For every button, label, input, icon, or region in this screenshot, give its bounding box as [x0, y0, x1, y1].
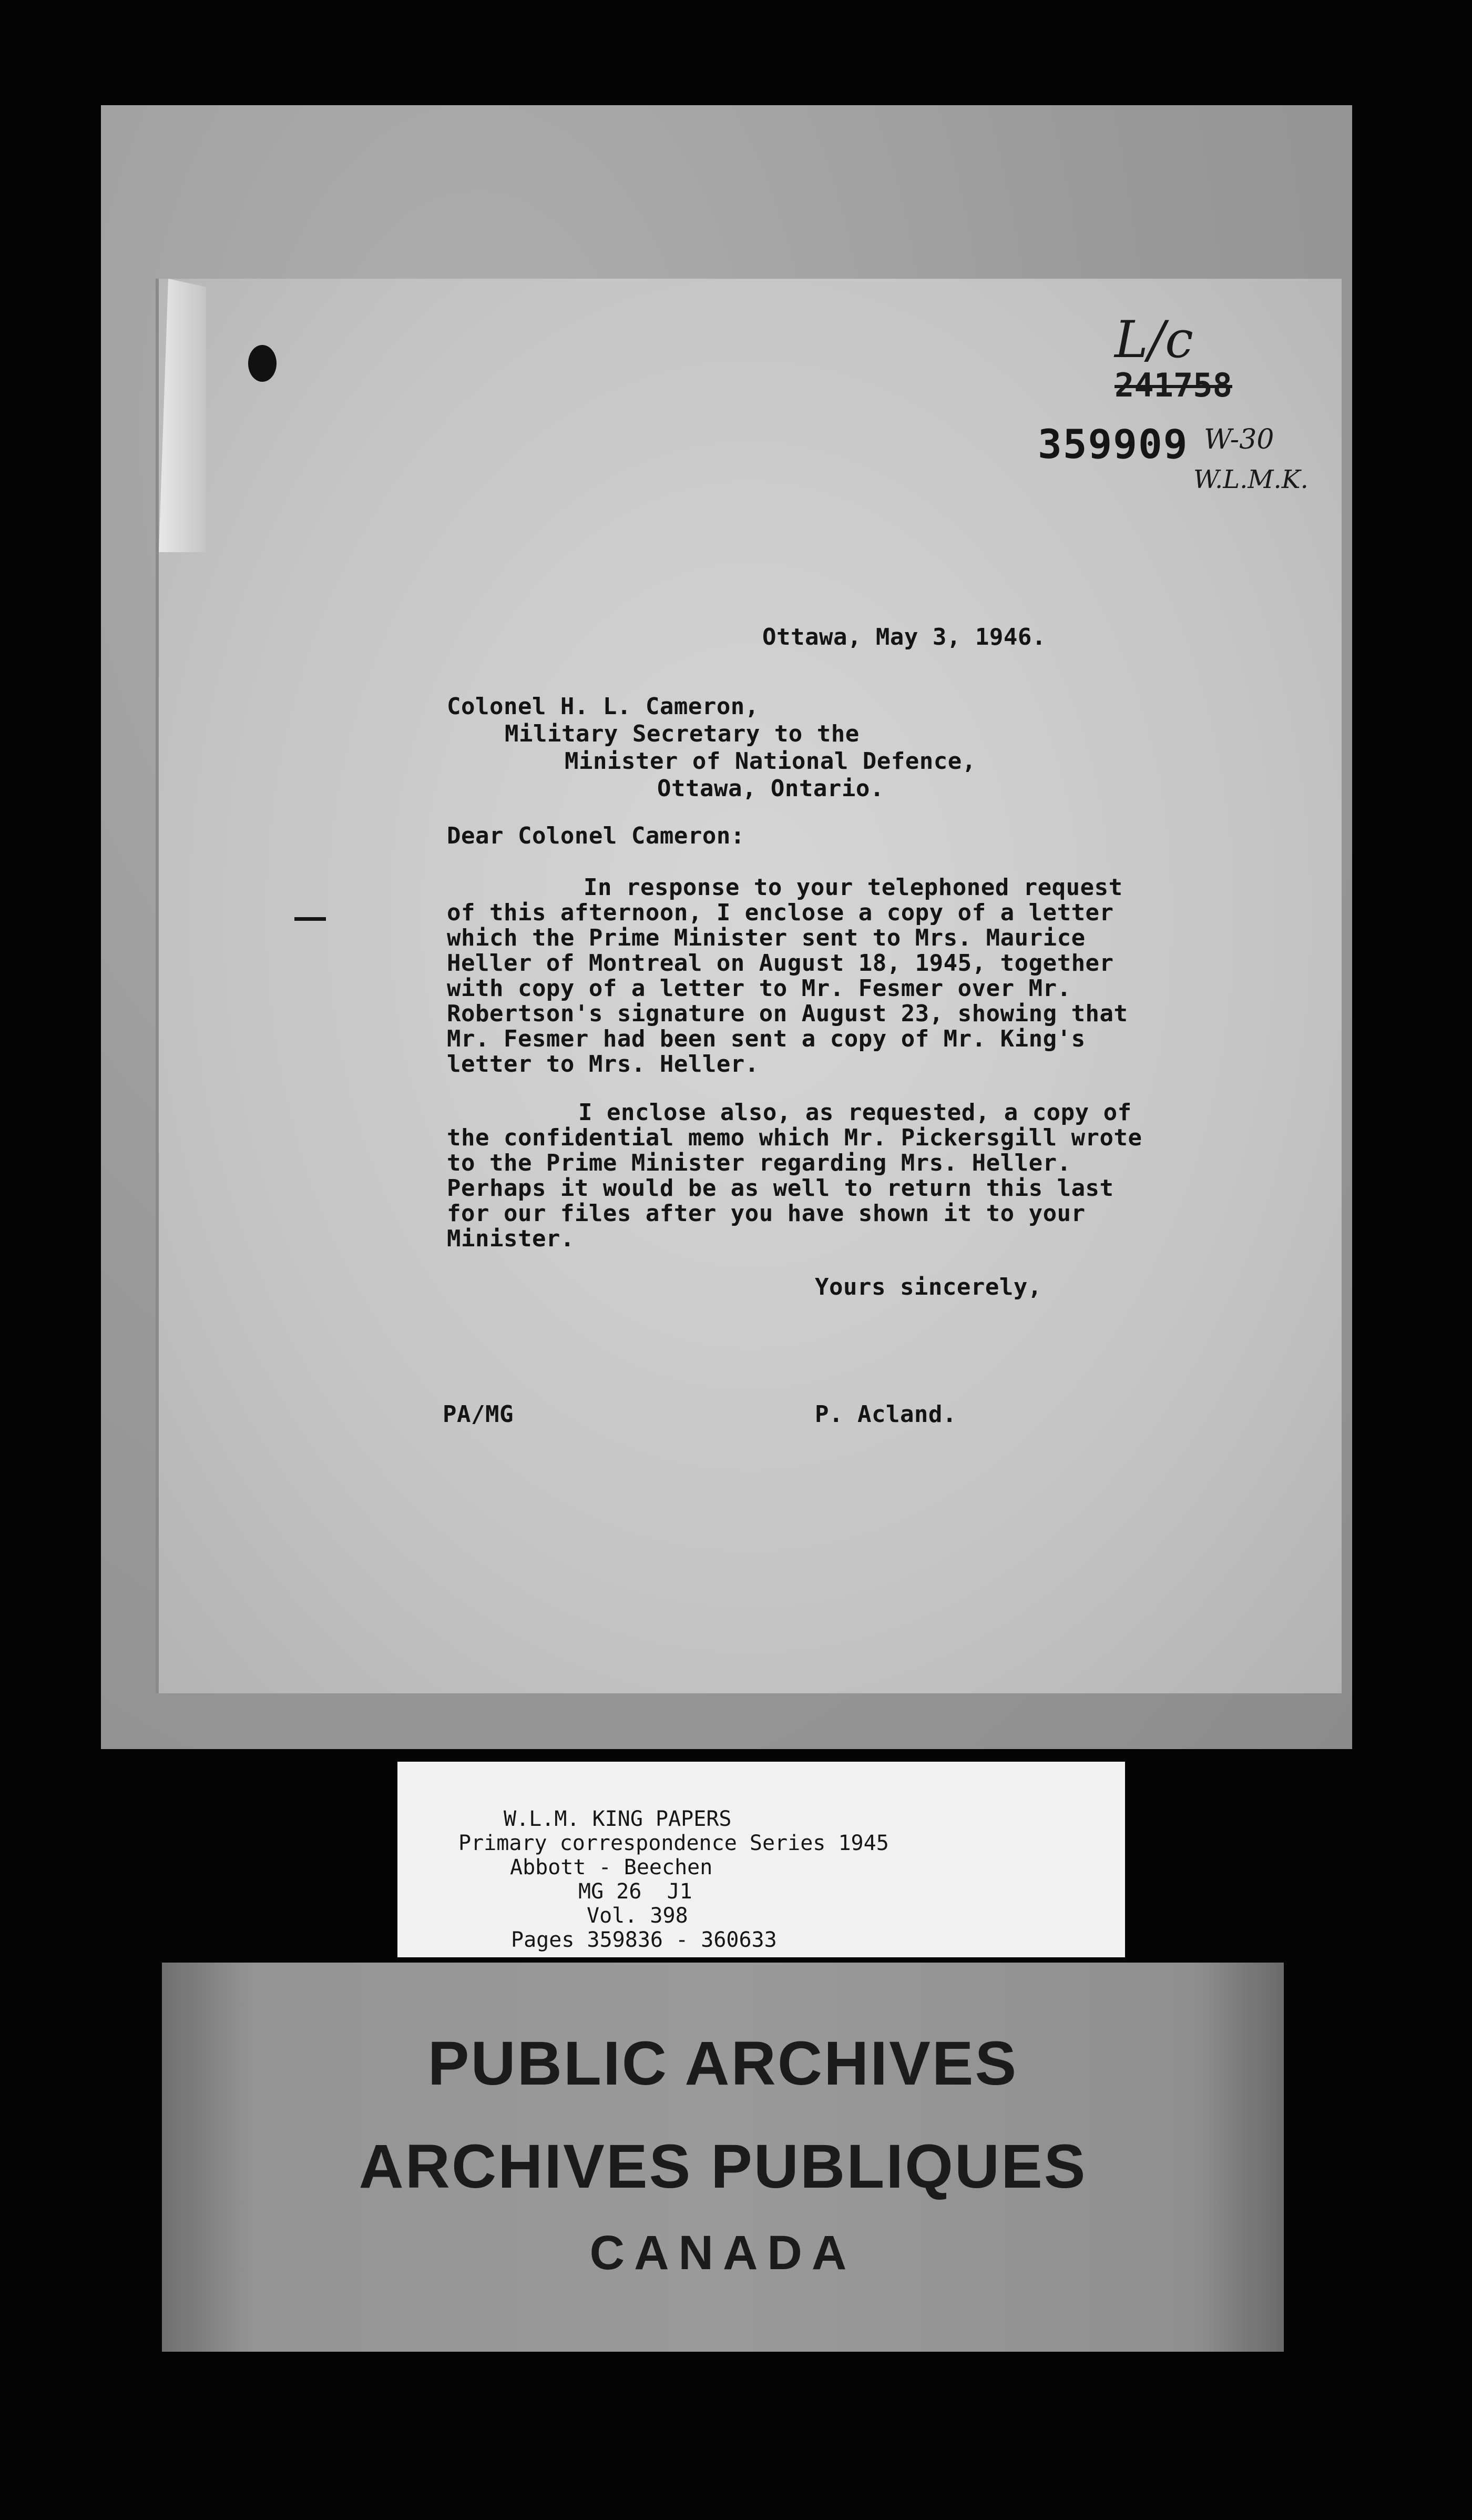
paragraph1-line-4: Heller of Montreal on August 18, 1945, together	[447, 950, 1114, 977]
paragraph2-line-3: to the Prime Minister regarding Mrs. Heller.	[447, 1150, 1071, 1176]
tag-line-5: Vol. 398	[587, 1904, 688, 1928]
reference-number: 359909	[1038, 421, 1189, 468]
paragraph1-line-7: Mr. Fesmer had been sent a copy of Mr. King's	[447, 1025, 1086, 1052]
recipient-line-2: Military Secretary to the	[505, 720, 860, 747]
paragraph1-line-5: with copy of a letter to Mr. Fesmer over Mr.	[447, 975, 1071, 1002]
paragraph2-line-5: for our files after you have shown it to your	[447, 1200, 1086, 1227]
paragraph1-line-8: letter to Mrs. Heller.	[447, 1051, 759, 1078]
recipient-line-1: Colonel H. L. Cameron,	[447, 693, 759, 720]
paragraph2-line-4: Perhaps it would be as well to return this last	[447, 1175, 1114, 1202]
banner-line-3: CANADA	[589, 2226, 856, 2280]
paragraph2-line-6: Minister.	[447, 1225, 575, 1252]
margin-dash	[294, 917, 326, 921]
banner-line-1: PUBLIC ARCHIVES	[427, 2029, 1018, 2098]
typist-initials: PA/MG	[443, 1401, 514, 1428]
paragraph1-line-1: In response to your telephoned request	[584, 874, 1123, 901]
paragraph1-line-3: which the Prime Minister sent to Mrs. Maurice	[447, 924, 1086, 951]
handwritten-note-1: W-30	[1204, 424, 1274, 455]
recipient-line-4: Ottawa, Ontario.	[657, 775, 884, 802]
old-reference-number: 241758	[1115, 366, 1232, 404]
tag-line-6: Pages 359836 - 360633	[511, 1928, 777, 1952]
closing: Yours sincerely,	[815, 1274, 1042, 1300]
handwritten-initials: L/c	[1115, 310, 1193, 369]
date-line: Ottawa, May 3, 1946.	[762, 624, 1046, 651]
tag-line-4: MG 26 J1	[578, 1879, 692, 1904]
paragraph1-line-2: of this afternoon, I enclose a copy of a letter	[447, 899, 1114, 926]
salutation: Dear Colonel Cameron:	[447, 822, 745, 849]
paragraph1-line-6: Robertson's signature on August 23, showing that	[447, 1000, 1128, 1027]
recipient-line-3: Minister of National Defence,	[565, 748, 976, 775]
signature: P. Acland.	[815, 1401, 957, 1428]
paragraph2-line-1: I enclose also, as requested, a copy of	[578, 1099, 1132, 1126]
punch-hole	[248, 345, 277, 382]
paragraph2-line-2: the confidential memo which Mr. Pickersgill wrote	[447, 1124, 1142, 1151]
handwritten-note-2: W.L.M.K.	[1193, 465, 1309, 494]
banner-line-2: ARCHIVES PUBLIQUES	[359, 2132, 1087, 2201]
tag-line-3: Abbott - Beechen	[510, 1855, 713, 1879]
tag-line-2: Primary correspondence Series 1945	[458, 1831, 889, 1855]
tag-line-1: W.L.M. KING PAPERS	[504, 1807, 732, 1831]
